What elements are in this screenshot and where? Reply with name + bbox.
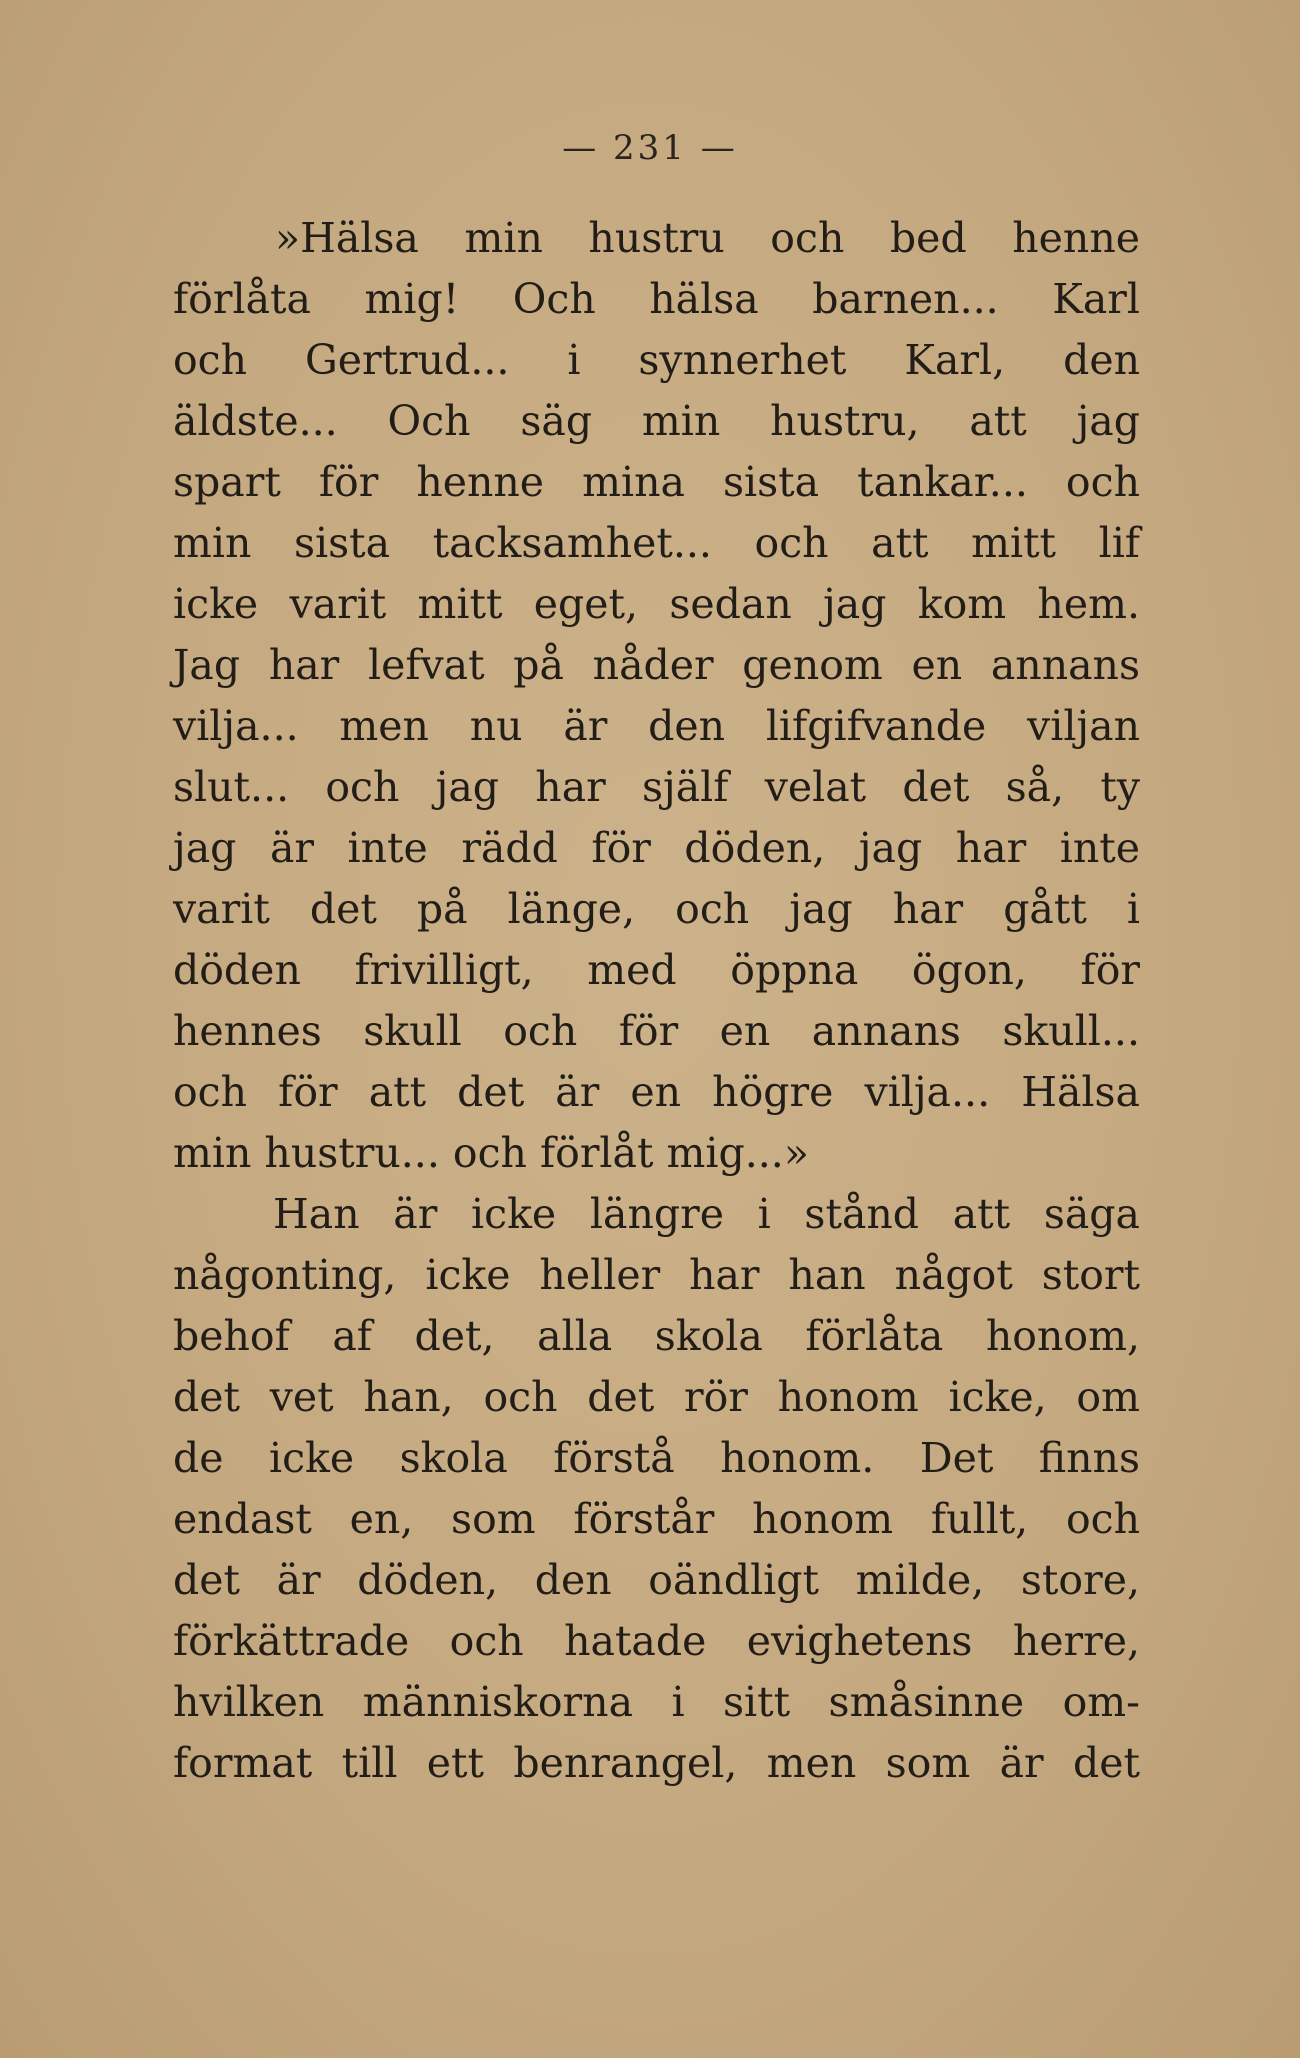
text-line: format till ett benrangel, men som är det: [173, 1739, 1140, 1787]
text-line: hennes skull och för en annans skull...: [173, 1007, 1140, 1055]
text-line: det är döden, den oändligt milde, store,: [173, 1556, 1140, 1604]
body-text: [173, 208, 1140, 1794]
text-line: äldste... Och säg min hustru, att jag: [173, 397, 1140, 445]
text-line: hvilken människorna i sitt småsinne om-: [173, 1678, 1140, 1726]
text-line: Han är icke längre i stånd att säga: [273, 1190, 1140, 1238]
text-line: det vet han, och det rör honom icke, om: [173, 1373, 1140, 1421]
text-line: någonting, icke heller har han något stort: [173, 1251, 1140, 1299]
text-line: spart för henne mina sista tankar... och: [173, 458, 1140, 506]
text-line: »Hälsa min hustru och bed henne: [275, 214, 1140, 262]
text-line: förkättrade och hatade evighetens herre,: [173, 1617, 1140, 1665]
text-line: jag är inte rädd för döden, jag har inte: [173, 824, 1140, 872]
text-line: behof af det, alla skola förlåta honom,: [173, 1312, 1140, 1360]
text-line: min sista tacksamhet... och att mitt lif: [173, 519, 1140, 567]
page-number: — 231 —: [562, 128, 738, 168]
text-line: och för att det är en högre vilja... Hälsa: [173, 1068, 1140, 1116]
text-line: varit det på länge, och jag har gått i: [173, 885, 1140, 933]
text-line: Jag har lefvat på nåder genom en annans: [173, 641, 1140, 689]
text-line: förlåta mig! Och hälsa barnen... Karl: [173, 275, 1140, 323]
text-line: vilja... men nu är den lifgifvande viljan: [173, 702, 1140, 750]
text-line: slut... och jag har själf velat det så, ty: [173, 763, 1140, 811]
text-line: och Gertrud... i synnerhet Karl, den: [173, 336, 1140, 384]
text-line: döden frivilligt, med öppna ögon, för: [173, 946, 1140, 994]
text-line: min hustru... och förlåt mig...»: [173, 1129, 809, 1177]
text-line: icke varit mitt eget, sedan jag kom hem.: [173, 580, 1140, 628]
text-line: endast en, som förstår honom fullt, och: [173, 1495, 1140, 1543]
text-line: de icke skola förstå honom. Det finns: [173, 1434, 1140, 1482]
